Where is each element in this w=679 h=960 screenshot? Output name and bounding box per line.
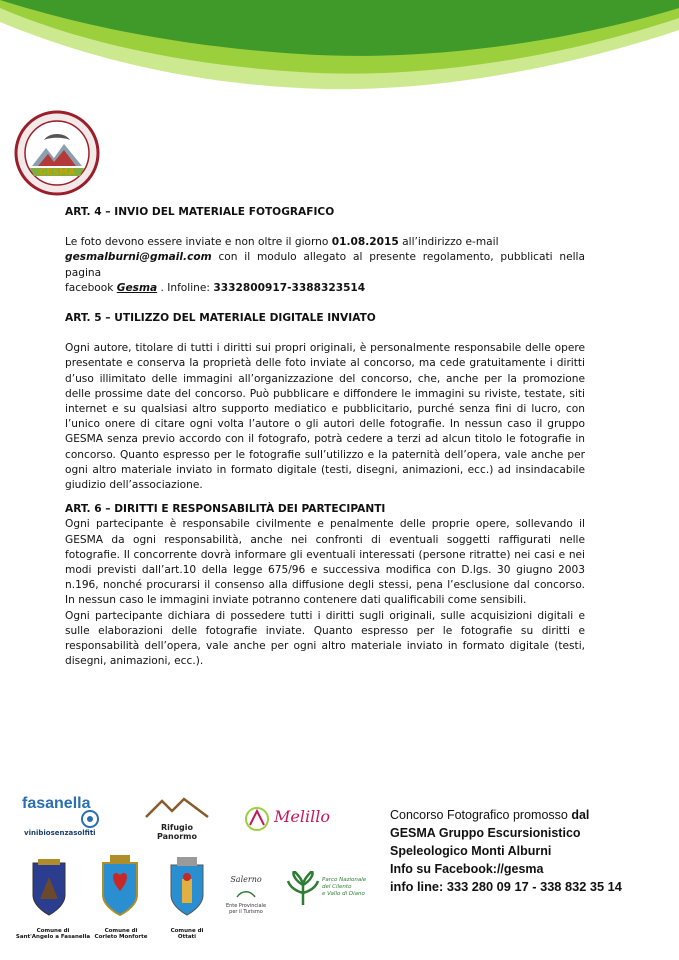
art6-body-1: Ogni partecipante è responsabile civilmente e penalmente delle proprie opere, sollevando il GESMA da ogni responsabilità, anche nei confronti di eventuali soggetti raffigurati nelle fotografie. Il concorrente dovrà informare gli eventuali interessati (persone ritratte) nei casi e nei modi previsti dall’art.10 della legge 675/96 e successiva modifica con D.lgs. 30 giugno 2003 n.196, nonché procurarsi il consenso alla diffusione degli stessi, pena l’esclusione dal concorso. In nessun caso le immagini inviate potranno contenere dati qualificabili come sensibili. (65, 518, 585, 607)
infoline-number: 3332800917-3388323514 (213, 281, 366, 294)
art6-body-2: Ogni partecipante dichiara di possedere tutti i diritti sugli originali, sulle acquisizioni digitali e sulle elaborazioni delle fotografie inviate. Quanto espresso per le fotografie su diritti e responsabilità dell’opera, vale anche per ogni altro materiale inviato in formato digitale (testi, disegni, animazioni, ecc.). (65, 609, 585, 668)
parco-cilento-logo: Parco Nazionale del Cilento e Vallo di Diano (286, 871, 368, 915)
art4-body: Le foto devono essere inviate e non oltre il giorno 01.08.2015 all’indirizzo e-mail gesmalburni@gmail.com con il modulo allegato al presente regolamento, pubblicati nella pagina facebook Gesma . Infoline: 3332800917-3388323514 (65, 236, 585, 294)
salerno-emblem-icon (236, 889, 256, 899)
comune-corleto-crest (100, 855, 142, 933)
melillo-emblem-icon (244, 803, 270, 833)
footer-info (390, 806, 670, 896)
rifugio-panormo-logo: Rifugio Panormo (144, 797, 214, 845)
sponsor-logos (15, 795, 372, 945)
crest-icon (100, 855, 140, 917)
facebook-link[interactable]: Gesma (116, 281, 158, 294)
comune-corleto-label: Comune di Corleto Monforte (94, 928, 148, 940)
art5-title: ART. 5 – UTILIZZO DEL MATERIALE DIGITALE INVIATO (65, 312, 376, 325)
comune-sant-angelo-crest (30, 859, 70, 937)
art6-title: ART. 6 – DIRITTI E RESPONSABILITÀ DEI PARTECIPANTI (65, 503, 386, 516)
footer-line-1: Concorso Fotografico promosso dal (390, 808, 590, 822)
footer-line-2: GESMA Gruppo Escursionistico (390, 826, 581, 840)
parco-emblem-icon (286, 871, 320, 907)
crest-icon (168, 857, 206, 917)
footer-infoline: info line: 333 280 09 17 - 338 832 35 14 (390, 879, 622, 894)
fasanella-logo: fasanella vinibiosenzasolfiti (22, 795, 114, 845)
mountain-icon (144, 797, 210, 819)
salerno-ept-logo: Salerno Ente Provinciale per il Turismo (225, 875, 267, 915)
comune-ottati-label: Comune di Ottati (170, 928, 204, 940)
footer-line-3: Speleologico Monti Alburni (390, 844, 552, 858)
contact-email: gesmalburni@gmail.com (65, 251, 212, 264)
art5-body: Ogni autore, titolare di tutti i diritti sui propri originali, è personalmente responsabile delle opere presentate e conserva la proprietà delle foto inviate al concorso, ma cede gratuitamente i diritti d’uso illimitato delle immagini all’organizzazione del concorso, che, anche per la promozione delle prossime date del concorso. Può pubblicare e diffondere le immagini su riviste, testate, siti internet e su qualsiasi altro supporto mediatico e pubblicitario, purché senza fini di lucro, con l’unico onere di citare ogni volta l’autore o gli autori delle fotografie. In nessun caso il gruppo GESMA senza previo accordo con il fotografo, potrà cedere a terzi ad alcun titolo le fotografie in concorso. Quanto espresso per le fotografie sull’utilizzo e la paternità dell’opera, vale anche per ogni altro materiale inviato in formato digitale (testi, disegni, animazioni, ecc.) ad insindacabile giudizio dell’associazione. (65, 342, 585, 492)
footer-facebook[interactable]: Info su Facebook://gesma (390, 862, 544, 876)
gesma-logo-icon (14, 110, 100, 196)
melillo-logo: Melillo (244, 803, 364, 843)
crest-icon (30, 859, 68, 917)
fasanella-emblem-icon (80, 809, 100, 829)
regulation-content (65, 205, 585, 669)
art4-title: ART. 4 – INVIO DEL MATERIALE FOTOGRAFICO (65, 206, 335, 218)
header-wave (0, 0, 679, 120)
deadline-date: 01.08.2015 (331, 236, 399, 249)
comune-ottati-crest (168, 857, 208, 935)
svg-text:GESMA: GESMA (39, 168, 75, 178)
comune-sant-angelo-label: Comune di Sant'Angelo a Fasanella (15, 928, 91, 940)
